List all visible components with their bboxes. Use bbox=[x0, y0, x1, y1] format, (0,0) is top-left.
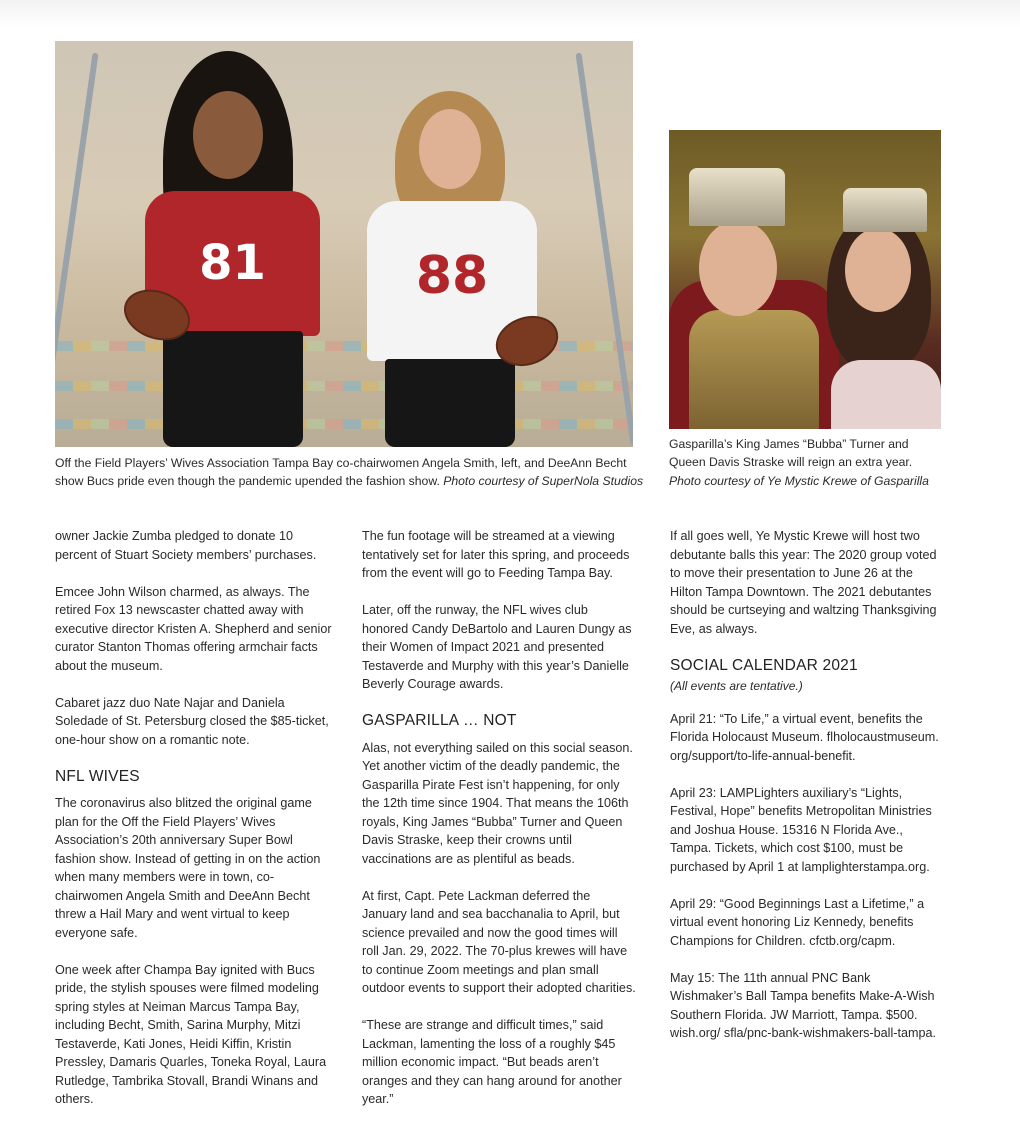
face bbox=[419, 109, 481, 189]
queen-dress bbox=[831, 360, 941, 429]
main-photo-caption bbox=[55, 454, 645, 491]
black-skirt bbox=[163, 331, 303, 447]
paragraph: Emcee John Wilson charmed, as always. The retired Fox 13 newscaster chatted away with executive director Kristen A. Shepherd and senior curator Stanton Thomas offering armchair facts about the museum. bbox=[55, 584, 332, 673]
page-top-shade bbox=[0, 0, 1020, 28]
players-wives-photo bbox=[55, 41, 633, 447]
calendar-entry: April 21: “To Life,” a virtual event, benefits the Florida Holocaust Museum. flholocaustmuseum. org/support/to-life-annual-benefit. bbox=[670, 711, 939, 763]
section-heading-gasparilla: GASPARILLA … NOT bbox=[362, 712, 517, 729]
calendar-entry: May 15: The 11th annual PNC Bank Wishmaker’s Ball Tampa benefits Make-A-Wish Southern Florida. JW Marriott, Tampa. $500. wish.org/ sfla/pnc-bank-wishmakers-ball-tampa. bbox=[670, 970, 936, 1040]
paragraph: If all goes well, Ye Mystic Krewe will host two debutante balls this year: The 2020 group voted to move their presentation to June 26 at the Hilton Tampa Downtown. The 2021 debutantes should be curtseying and waltzing Thanksgiving Eve, as always. bbox=[670, 529, 937, 636]
paragraph: At first, Capt. Pete Lackman deferred the January land and sea bacchanalia to April, but science prevailed and now the good times will roll Jan. 29, 2022. The 70-plus krewes will have to continue Zoom meetings and plan small outdoor events to support their adopted charities. bbox=[362, 888, 636, 995]
face bbox=[193, 91, 263, 179]
jersey-number: 88 bbox=[415, 246, 489, 306]
calendar-entry: April 23: LAMPLighters auxiliary’s “Lights, Festival, Hope” benefits Metropolitan Ministries and Joshua House. 15316 N Florida Ave., Tampa. Tickets, which cost $100, must be purchased by April 1 at lamplighterstampa.org. bbox=[670, 785, 932, 874]
royal-photo-caption bbox=[669, 435, 944, 490]
caption-text: Gasparilla’s King James “Bubba” Turner and Queen Davis Straske will reign an extra year. bbox=[669, 437, 913, 470]
section-heading-nfl-wives: NFL WIVES bbox=[55, 767, 140, 785]
column-3 bbox=[670, 527, 945, 1061]
paragraph: The fun footage will be streamed at a viewing tentatively set for later this spring, and proceeds from the event will go to Feeding Tampa Bay. bbox=[362, 529, 630, 580]
deeann-becht bbox=[327, 91, 557, 447]
jersey-81: 81 bbox=[145, 191, 320, 336]
calendar-note: (All events are tentative.) bbox=[670, 679, 803, 693]
king-crown bbox=[689, 168, 785, 226]
section-heading-social-calendar: SOCIAL CALENDAR 2021 bbox=[670, 656, 858, 674]
black-skirt bbox=[385, 359, 515, 447]
paragraph: Later, off the runway, the NFL wives club honored Candy DeBartolo and Lauren Dungy as their Women of Impact 2021 and presented Testaverde and Murphy with this year’s Danielle Beverly Courage awards. bbox=[362, 603, 632, 691]
paragraph: “These are strange and difficult times,” said Lackman, lamenting the loss of a roughly $45 million economic impact. “But beads aren’t oranges and they can hang around for another year.” bbox=[362, 1018, 622, 1106]
paragraph: Alas, not everything sailed on this social season. Yet another victim of the deadly pandemic, the Gasparilla Pirate Fest isn’t happening, for only the 12th time since 1904. That means the 106th royals, King James “Bubba” Turner and Queen Davis Straske, keep their crowns until vaccinations are as plentiful as beads. bbox=[362, 740, 633, 866]
column-1 bbox=[55, 527, 335, 1127]
king-gold-robe bbox=[689, 310, 819, 429]
gasparilla-royals-photo bbox=[669, 130, 941, 429]
queen-tiara bbox=[843, 188, 927, 232]
king-face bbox=[699, 220, 777, 316]
angela-smith bbox=[135, 51, 355, 447]
paragraph: owner Jackie Zumba pledged to donate 10 percent of Stuart Society members’ purchases. bbox=[55, 529, 317, 562]
paragraph: One week after Champa Bay ignited with Bucs pride, the stylish spouses were filmed modeling spring styles at Neiman Marcus Tampa Bay, including Becht, Smith, Sarina Murphy, Mitzi Testaverde, Kati Jones, Heidi Kiffin, Kristin Pressley, Damaris Quarles, Toneka Royal, Laura Rutledge, Tambrika Stovall, Brandi Winans and others. bbox=[55, 962, 327, 1106]
calendar-entry: April 29: “Good Beginnings Last a Lifetime,” a virtual event honoring Liz Kennedy, benefits Champions for Children. cfctb.org/capm. bbox=[670, 896, 925, 948]
caption-credit: Photo courtesy of Ye Mystic Krewe of Gasparilla bbox=[669, 473, 929, 488]
queen-face bbox=[845, 228, 911, 312]
paragraph: Cabaret jazz duo Nate Najar and Daniela Soledade of St. Petersburg closed the $85-ticket, one-hour show on a romantic note. bbox=[55, 695, 329, 747]
paragraph: The coronavirus also blitzed the original game plan for the Off the Field Players’ Wives Association’s 20th anniversary Super Bowl fashion show. Instead of getting in on the action when many members were in town, co-chairwomen Angela Smith and DeeAnn Becht threw a Hail Mary and went virtual to keep everyone safe. bbox=[55, 796, 321, 940]
column-2 bbox=[362, 527, 637, 1127]
caption-credit: Photo courtesy of SuperNola Studios bbox=[443, 474, 644, 489]
caption-text: Off the Field Players’ Wives Association Tampa Bay co-chairwomen Angela Smith, left, and DeeAnn Becht show Bucs pride even though the pandemic upended the fashion show. bbox=[55, 456, 627, 489]
